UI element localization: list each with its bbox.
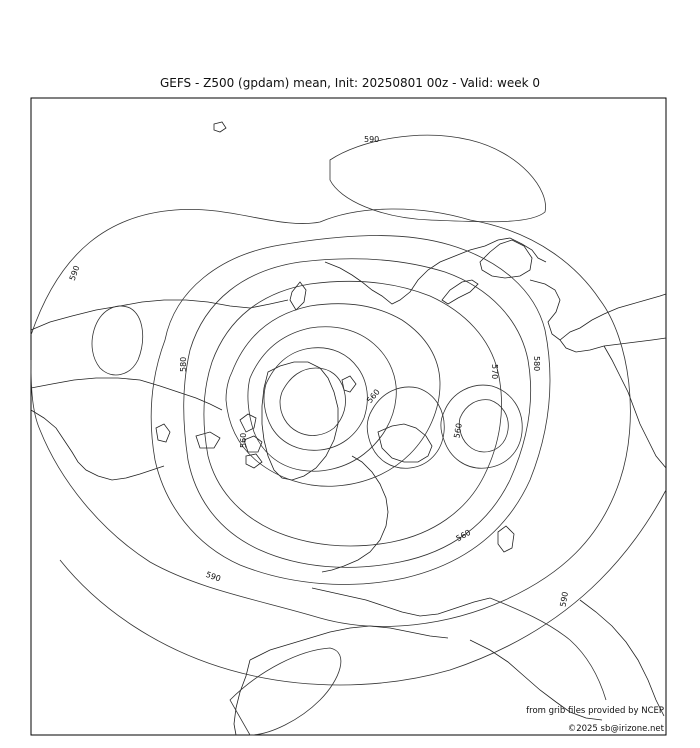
coastlines xyxy=(31,122,666,735)
coastline-hudson xyxy=(378,424,432,462)
coastline-island-top xyxy=(214,122,226,132)
coastline-archipelago-1 xyxy=(240,414,256,432)
contour-560 xyxy=(204,281,502,546)
contour-590-south xyxy=(60,490,666,685)
coastline-europe-mid xyxy=(31,378,222,410)
coastline-iceland xyxy=(196,432,220,448)
contour-label: 580 xyxy=(179,356,188,372)
contour-label: 570 xyxy=(490,364,499,380)
contour-520 xyxy=(280,368,346,435)
credit-data-source: from grib files provided by NCEP xyxy=(526,706,664,716)
coastline-africa-north xyxy=(250,626,448,660)
contour-labels xyxy=(68,135,570,608)
contour-label: 560 xyxy=(365,387,382,405)
coastline-mediterranean xyxy=(312,588,490,616)
coastline-india xyxy=(580,600,664,716)
contour-label: 590 xyxy=(67,264,82,282)
coastline-kamchatka xyxy=(442,280,478,304)
contour-label: 560 xyxy=(452,422,464,439)
contour-580 xyxy=(151,236,550,585)
coastline-north-america-east xyxy=(604,346,666,468)
contour-590-atlantic xyxy=(92,306,143,375)
coastline-eurasia-north xyxy=(325,238,546,304)
contour-550 xyxy=(226,304,440,487)
map-title: GEFS - Z500 (gpdam) mean, Init: 20250801 00z - Valid: week 0 xyxy=(159,76,541,90)
contour-label: 590 xyxy=(204,569,222,584)
contour-590-top xyxy=(330,135,546,222)
coastline-british-isles xyxy=(156,424,170,442)
credit-copyright: ©2025 sb@irizone.net xyxy=(567,724,664,734)
contour-550-pacific xyxy=(459,400,508,452)
contour-label: 560 xyxy=(239,432,248,448)
coastline-canada-arctic xyxy=(560,338,666,352)
contour-label: 590 xyxy=(364,135,380,144)
contour-label: 560 xyxy=(454,527,473,544)
coastline-greenland xyxy=(262,362,338,480)
coastline-europe-north xyxy=(31,300,288,330)
coastline-iberia xyxy=(31,410,164,480)
coastline-na-central xyxy=(322,456,388,572)
contour-label: 590 xyxy=(558,590,570,608)
map-frame xyxy=(31,98,666,735)
coastline-caspian xyxy=(498,526,514,552)
contour-590-south2 xyxy=(490,598,606,700)
contour-label: 580 xyxy=(532,356,541,372)
contour-530 xyxy=(264,348,367,451)
contour-560-pacific xyxy=(441,385,522,468)
contour-590-bottom xyxy=(230,648,341,735)
coastline-alaska xyxy=(530,280,666,340)
coastline-archipelago-3 xyxy=(246,454,262,468)
contours xyxy=(31,135,666,735)
coastline-africa-west xyxy=(234,660,250,735)
contour-560-east xyxy=(367,387,444,468)
contour-590-outer xyxy=(31,209,630,626)
